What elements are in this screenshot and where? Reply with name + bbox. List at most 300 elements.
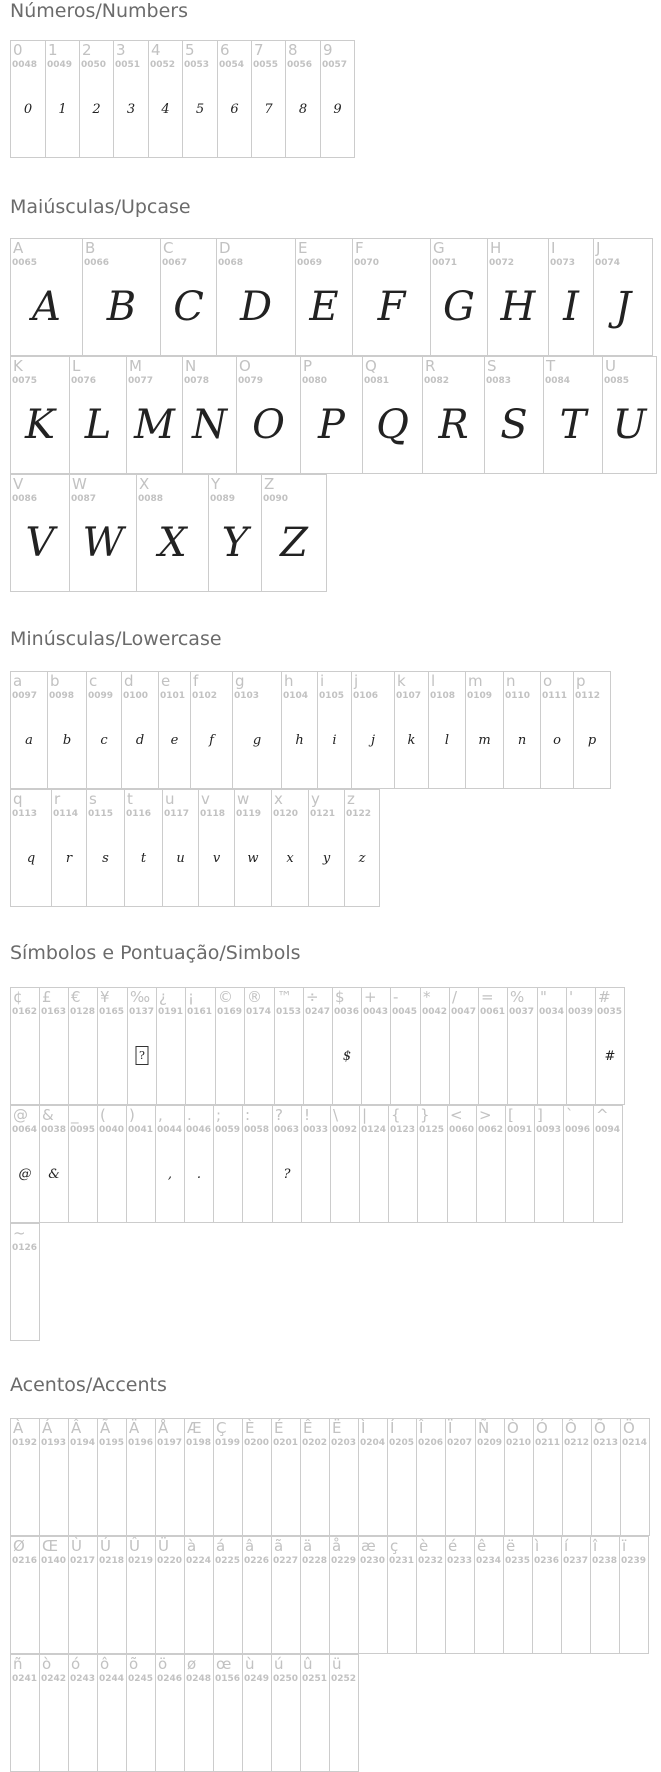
character-label: / (452, 988, 458, 1006)
character-label: Œ (42, 1537, 59, 1555)
character-label: ù (245, 1655, 255, 1673)
glyph-cell (286, 40, 321, 158)
character-code: 0089 (210, 494, 236, 504)
character-label: Ô (565, 1419, 577, 1437)
character-code: 0249 (244, 1674, 270, 1684)
glyph-cell (475, 1536, 504, 1654)
character-code: 0218 (99, 1556, 125, 1566)
glyph-sample: 5 (195, 101, 205, 117)
glyph-cell (562, 1536, 591, 1654)
glyph-sample: N (192, 402, 227, 448)
character-code: 0195 (99, 1438, 125, 1448)
glyph-cell (70, 356, 127, 474)
character-code: 0199 (215, 1438, 241, 1448)
character-code: 0247 (305, 1007, 331, 1017)
section-title-symbols: Símbolos e Pontuação/Simbols (10, 942, 301, 964)
character-code: 0193 (41, 1438, 67, 1448)
character-code: 0090 (263, 494, 289, 504)
character-code: 0219 (128, 1556, 154, 1566)
glyph-sample: b (62, 732, 72, 748)
character-label: f (193, 672, 199, 690)
character-label: e (161, 672, 171, 690)
character-code: 0042 (422, 1007, 448, 1017)
character-code: 0104 (283, 691, 309, 701)
glyph-cell (40, 1418, 69, 1536)
character-label: 9 (323, 41, 333, 59)
glyph-sample: o (553, 732, 561, 748)
character-label: é (448, 1537, 458, 1555)
character-code: 0084 (545, 376, 571, 386)
character-label: ë (506, 1537, 516, 1555)
accents-row (10, 1418, 650, 1536)
glyph-cell (272, 1654, 301, 1772)
glyph-cell (243, 1536, 272, 1654)
character-code: 0102 (192, 691, 218, 701)
glyph-cell (301, 356, 363, 474)
character-code: 0035 (597, 1007, 623, 1017)
character-label: D (219, 239, 231, 257)
glyph-cell (40, 1654, 69, 1772)
glyph-cell (137, 474, 209, 592)
glyph-cell (476, 1418, 505, 1536)
character-code: 0076 (71, 376, 97, 386)
character-label: M (129, 357, 142, 375)
character-label: c (89, 672, 98, 690)
character-code: 0200 (244, 1438, 270, 1448)
glyph-cell (421, 987, 450, 1105)
glyph-cell (98, 1418, 127, 1536)
character-label: Ù (71, 1537, 82, 1555)
character-label: E (298, 239, 308, 257)
character-code: 0163 (41, 1007, 67, 1017)
glyph-cell (214, 1105, 243, 1223)
character-label: J (596, 239, 601, 257)
glyph-cell (69, 1418, 98, 1536)
glyph-cell (574, 671, 611, 789)
glyph-cell (252, 40, 286, 158)
glyph-cell (359, 1418, 388, 1536)
character-code: 0071 (432, 258, 458, 268)
character-label: ] (537, 1106, 543, 1124)
character-code: 0047 (451, 1007, 477, 1017)
glyph-cell (128, 987, 157, 1105)
character-code: 0091 (507, 1125, 533, 1135)
character-label: j (354, 672, 359, 690)
character-code: 0116 (126, 809, 152, 819)
glyph-cell (275, 987, 304, 1105)
glyph-cell (446, 1418, 476, 1536)
character-label: ç (390, 1537, 399, 1555)
glyph-cell (185, 1654, 214, 1772)
character-code: 0206 (418, 1438, 444, 1448)
glyph-sample: w (247, 850, 259, 866)
character-code: 0197 (157, 1438, 183, 1448)
glyph-sample: $ (342, 1048, 352, 1064)
character-code: 0202 (302, 1438, 328, 1448)
character-label: ' (569, 988, 574, 1006)
character-label: ¿ (159, 988, 167, 1006)
glyph-cell (52, 789, 87, 907)
character-code: 0055 (253, 60, 279, 70)
glyph-cell (216, 987, 245, 1105)
character-code: 0212 (564, 1438, 590, 1448)
character-label: { (391, 1106, 401, 1124)
character-code: 0086 (12, 494, 38, 504)
character-code: 0153 (276, 1007, 302, 1017)
character-code: 0126 (12, 1243, 38, 1253)
accents-row (10, 1536, 649, 1654)
glyph-sample: K (25, 402, 55, 448)
character-label: È (245, 1419, 255, 1437)
glyph-sample: 7 (264, 101, 273, 117)
glyph-cell (538, 987, 567, 1105)
glyph-cell (11, 789, 52, 907)
character-label: 4 (151, 41, 161, 59)
glyph-cell (417, 1536, 446, 1654)
glyph-sample: i (332, 732, 337, 748)
character-label: W (72, 475, 87, 493)
glyph-sample: B (106, 284, 137, 330)
glyph-sample: M (134, 402, 175, 448)
character-label: õ (129, 1655, 139, 1673)
character-label: Õ (594, 1419, 606, 1437)
character-code: 0040 (99, 1125, 125, 1135)
character-label: ¡ (188, 988, 195, 1006)
glyph-cell (11, 1418, 40, 1536)
glyph-sample: z (358, 850, 366, 866)
glyph-cell (594, 1105, 623, 1223)
character-code: 0235 (505, 1556, 531, 1566)
character-code: 0058 (244, 1125, 270, 1135)
character-label: w (237, 790, 250, 808)
glyph-cell (11, 356, 70, 474)
glyph-cell (488, 238, 549, 356)
character-code: 0051 (115, 60, 141, 70)
glyph-cell (504, 1536, 533, 1654)
glyph-sample: m (478, 732, 491, 748)
glyph-sample: P (318, 402, 345, 448)
character-code: 0054 (219, 60, 245, 70)
character-label: Ø (13, 1537, 25, 1555)
glyph-sample: a (25, 732, 33, 748)
character-label: L (72, 357, 81, 375)
glyph-cell (508, 987, 538, 1105)
character-label: ì (535, 1537, 540, 1555)
character-code: 0109 (467, 691, 493, 701)
glyph-cell (243, 1105, 273, 1223)
character-label: Ã (100, 1419, 111, 1437)
character-code: 0059 (215, 1125, 241, 1135)
character-code: 0227 (273, 1556, 299, 1566)
character-code: 0203 (331, 1438, 357, 1448)
glyph-cell (362, 987, 391, 1105)
glyph-cell (163, 789, 199, 907)
character-label: Ñ (478, 1419, 490, 1437)
character-label: r (54, 790, 61, 808)
glyph-cell (272, 1418, 301, 1536)
character-code: 0078 (184, 376, 210, 386)
glyph-sample: 0 (23, 101, 33, 117)
character-label: Ê (303, 1419, 313, 1437)
character-label: Á (42, 1419, 53, 1437)
character-label: ü (332, 1655, 342, 1673)
character-label: ‰ (130, 988, 151, 1006)
glyph-cell (301, 1536, 330, 1654)
character-label: G (433, 239, 445, 257)
character-label: ã (274, 1537, 284, 1555)
character-code: 0198 (186, 1438, 212, 1448)
character-code: 0075 (12, 376, 38, 386)
glyph-cell (159, 671, 191, 789)
glyph-sample: 1 (58, 101, 67, 117)
glyph-sample: t (140, 850, 147, 866)
character-code: 0118 (200, 809, 226, 819)
glyph-cell (237, 356, 301, 474)
character-code: 0236 (534, 1556, 560, 1566)
glyph-cell (345, 789, 380, 907)
section-title-accents: Acentos/Accents (10, 1374, 167, 1396)
character-code: 0093 (536, 1125, 562, 1135)
character-label: á (216, 1537, 226, 1555)
glyph-cell (594, 238, 653, 356)
character-code: 0080 (302, 376, 328, 386)
character-code: 0108 (430, 691, 456, 701)
character-code: 0209 (477, 1438, 503, 1448)
character-code: 0112 (575, 691, 601, 701)
character-code: 0121 (310, 809, 336, 819)
character-label: ä (303, 1537, 313, 1555)
character-label: " (540, 988, 547, 1006)
character-code: 0106 (353, 691, 379, 701)
character-label: P (303, 357, 313, 375)
glyph-sample: p (587, 732, 597, 748)
glyph-sample: C (173, 284, 204, 330)
character-label: ó (71, 1655, 81, 1673)
glyph-sample: l (444, 732, 450, 748)
character-label: ™ (277, 988, 292, 1006)
character-label: X (139, 475, 150, 493)
character-code: 0072 (489, 258, 515, 268)
character-label: Î (419, 1419, 424, 1437)
glyph-cell (330, 1536, 359, 1654)
glyph-cell (304, 987, 333, 1105)
glyph-cell (214, 1536, 243, 1654)
symbols-row (10, 1223, 40, 1341)
glyph-cell (479, 987, 508, 1105)
glyph-sample: @ (18, 1166, 32, 1182)
character-label: , (158, 1106, 163, 1124)
glyph-cell (157, 987, 186, 1105)
glyph-cell (235, 789, 272, 907)
missing-glyph-box: ? (136, 1046, 149, 1065)
character-code: 0234 (476, 1556, 502, 1566)
glyph-sample: f (209, 732, 214, 748)
glyph-cell (69, 987, 98, 1105)
character-label: @ (13, 1106, 28, 1124)
character-label: \ (333, 1106, 339, 1124)
character-code: 0065 (12, 258, 38, 268)
glyph-cell (388, 1418, 417, 1536)
character-label: Q (365, 357, 377, 375)
character-code: 0061 (480, 1007, 506, 1017)
character-code: 0048 (12, 60, 38, 70)
character-label: Y (211, 475, 221, 493)
glyph-cell (301, 1654, 330, 1772)
character-label: _ (71, 1106, 79, 1124)
glyph-sample: , (167, 1166, 173, 1182)
character-label: S (487, 357, 497, 375)
character-code: 0230 (360, 1556, 386, 1566)
character-label: Í (390, 1419, 395, 1437)
character-label: œ (216, 1655, 232, 1673)
character-label: É (274, 1419, 284, 1437)
character-code: 0248 (186, 1674, 212, 1684)
glyph-cell (183, 356, 237, 474)
character-code: 0062 (478, 1125, 504, 1135)
character-code: 0128 (70, 1007, 96, 1017)
glyph-cell (621, 1418, 650, 1536)
glyph-sample: y (322, 850, 331, 866)
glyph-cell (446, 1536, 475, 1654)
glyph-cell (360, 1105, 389, 1223)
character-code: 0237 (563, 1556, 589, 1566)
character-label: Ú (100, 1537, 111, 1555)
character-label: K (13, 357, 23, 375)
glyph-cell (262, 474, 327, 592)
glyph-cell (395, 671, 429, 789)
character-code: 0037 (509, 1007, 535, 1017)
glyph-sample: 8 (298, 101, 308, 117)
character-label: Ä (129, 1419, 140, 1437)
character-code: 0095 (70, 1125, 96, 1135)
character-code: 0101 (160, 691, 186, 701)
glyph-cell (544, 356, 603, 474)
glyph-cell (87, 671, 122, 789)
character-label: 6 (220, 41, 230, 59)
character-label: n (506, 672, 516, 690)
symbols-row (10, 1105, 623, 1223)
character-label: C (163, 239, 174, 257)
glyph-cell (11, 1105, 40, 1223)
character-label: A (13, 239, 24, 257)
character-label: $ (335, 988, 345, 1006)
character-code: 0169 (217, 1007, 243, 1017)
glyph-cell (282, 671, 318, 789)
character-label: : (245, 1106, 251, 1124)
glyph-sample: Z (280, 520, 308, 566)
character-code: 0211 (535, 1438, 561, 1448)
character-label: H (490, 239, 502, 257)
character-code: 0192 (12, 1438, 38, 1448)
glyph-cell (40, 987, 69, 1105)
character-label: í (564, 1537, 569, 1555)
glyph-cell (330, 1654, 359, 1772)
character-label: > (479, 1106, 492, 1124)
glyph-cell (98, 1654, 127, 1772)
character-label: Ç (216, 1419, 227, 1437)
character-code: 0043 (363, 1007, 389, 1017)
character-code: 0103 (234, 691, 260, 701)
glyph-cell (156, 1418, 185, 1536)
character-code: 0114 (53, 809, 79, 819)
glyph-cell (485, 356, 544, 474)
glyph-sample: 9 (333, 101, 342, 117)
character-label: € (71, 988, 81, 1006)
character-code: 0125 (419, 1125, 445, 1135)
glyph-cell (46, 40, 80, 158)
glyph-cell (199, 789, 235, 907)
character-code: 0067 (162, 258, 188, 268)
glyph-sample: q (26, 850, 36, 866)
glyph-cell (40, 1105, 69, 1223)
character-label: N (185, 357, 197, 375)
character-label: © (218, 988, 233, 1006)
character-label: 7 (254, 41, 264, 59)
character-code: 0122 (346, 809, 372, 819)
character-label: v (201, 790, 210, 808)
character-label: î (593, 1537, 598, 1555)
character-label: ( (100, 1106, 106, 1124)
glyph-cell (11, 474, 70, 592)
character-code: 0217 (70, 1556, 96, 1566)
character-label: 3 (116, 41, 126, 59)
character-label: - (393, 988, 399, 1006)
character-code: 0214 (622, 1438, 648, 1448)
character-label: i (320, 672, 325, 690)
glyph-sample: U (612, 402, 647, 448)
character-code: 0038 (41, 1125, 67, 1135)
character-code: 0162 (12, 1007, 38, 1017)
character-code: 0069 (297, 258, 323, 268)
character-code: 0074 (595, 258, 621, 268)
upcase-row (10, 356, 657, 474)
character-code: 0096 (565, 1125, 591, 1135)
character-label: & (42, 1106, 54, 1124)
character-code: 0045 (392, 1007, 418, 1017)
glyph-sample: G (443, 284, 475, 330)
glyph-cell (149, 40, 183, 158)
glyph-sample: W (82, 520, 124, 566)
character-label: Ë (332, 1419, 342, 1437)
glyph-cell (596, 987, 625, 1105)
character-label: | (362, 1106, 368, 1124)
character-code: 0049 (47, 60, 73, 70)
glyph-cell (388, 1536, 417, 1654)
character-code: 0220 (157, 1556, 183, 1566)
character-label: m (468, 672, 483, 690)
glyph-sample: 2 (92, 101, 101, 117)
character-label: 8 (288, 41, 298, 59)
glyph-cell (125, 789, 163, 907)
character-code: 0137 (129, 1007, 155, 1017)
glyph-cell (331, 1105, 360, 1223)
glyph-cell (185, 1536, 214, 1654)
character-code: 0057 (322, 60, 348, 70)
glyph-cell (161, 238, 217, 356)
character-label: % (510, 988, 525, 1006)
character-code: 0119 (236, 809, 262, 819)
character-code: 0068 (218, 258, 244, 268)
glyph-sample: E (309, 284, 339, 330)
character-label: T (546, 357, 556, 375)
character-code: 0243 (70, 1674, 96, 1684)
character-label: ) (129, 1106, 135, 1124)
character-code: 0156 (215, 1674, 241, 1684)
character-label: À (13, 1419, 24, 1437)
glyph-cell (309, 789, 345, 907)
character-code: 0098 (49, 691, 75, 701)
character-code: 0224 (186, 1556, 212, 1566)
